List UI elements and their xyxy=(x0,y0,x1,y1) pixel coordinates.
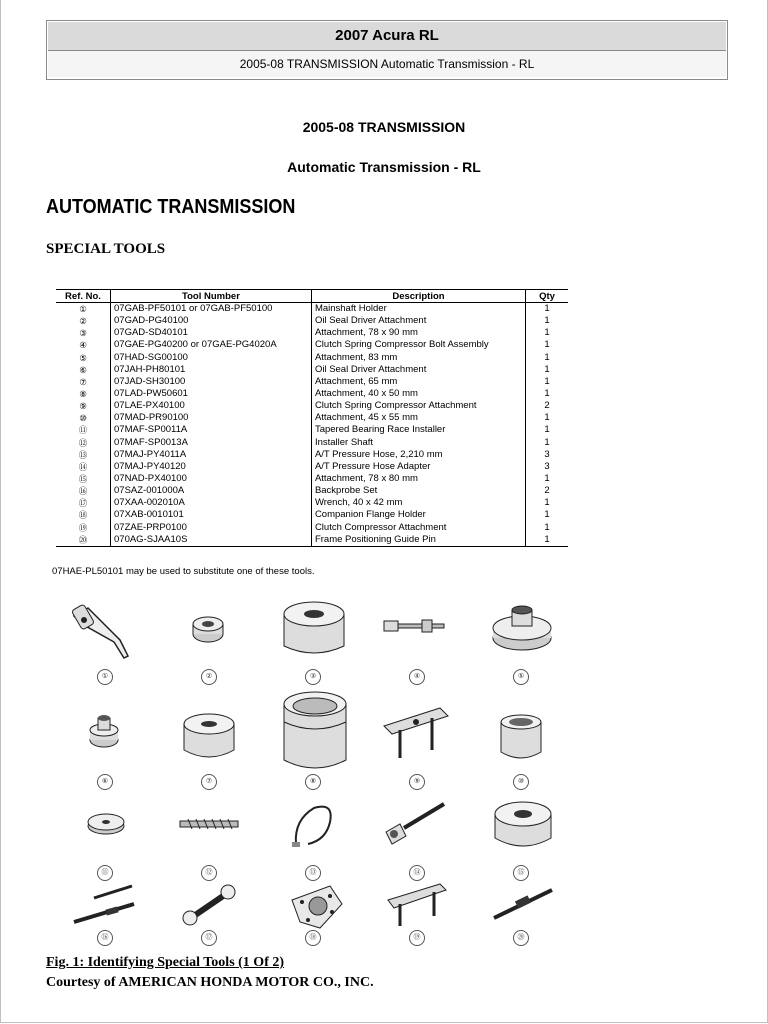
tool-number-label: ⑥ xyxy=(97,774,113,790)
tool-qty: 2 xyxy=(526,400,569,412)
tool-number: 07JAD-SH30100 xyxy=(111,376,312,388)
tool-description: Clutch Compressor Attachment xyxy=(311,522,525,534)
ref-number: ⑤ xyxy=(79,352,87,363)
col-header: Qty xyxy=(526,290,569,303)
section-subtitle: Automatic Transmission - RL xyxy=(287,159,481,175)
attachment-78x80-icon xyxy=(492,798,554,854)
table-row xyxy=(56,303,568,316)
ref-number: ⑧ xyxy=(79,389,87,400)
tool-number-label: ⑫ xyxy=(201,865,217,881)
tool-qty: 1 xyxy=(526,327,569,339)
ref-number: ⑨ xyxy=(79,401,87,412)
ref-number: ⑳ xyxy=(56,534,111,547)
ref-number: ⑥ xyxy=(79,364,87,375)
table-row xyxy=(56,400,568,412)
tool-qty: 1 xyxy=(526,534,569,547)
tool-number: 07SAZ-001000A xyxy=(111,485,312,497)
tool-description: Wrench, 40 x 42 mm xyxy=(311,497,525,509)
tool-number: 07LAD-PW50601 xyxy=(111,388,312,400)
page-heading: AUTOMATIC TRANSMISSION xyxy=(46,196,296,218)
table-row xyxy=(56,437,568,449)
tool-number-label: ① xyxy=(97,669,113,685)
tool-description: Companion Flange Holder xyxy=(311,509,525,521)
ref-number: ③ xyxy=(79,328,87,339)
tool-number-label: ⑭ xyxy=(409,865,425,881)
tool-qty: 1 xyxy=(526,364,569,376)
ref-number: ⑩ xyxy=(79,413,87,424)
tool-number-label: ② xyxy=(201,669,217,685)
tool-description: Frame Positioning Guide Pin xyxy=(311,534,525,547)
tool-number: 07MAF-SP0011A xyxy=(111,424,312,436)
mainshaft-holder-icon xyxy=(66,598,140,660)
tool-description: Installer Shaft xyxy=(311,437,525,449)
installer-shaft-icon xyxy=(178,815,240,833)
header-subtitle: 2005-08 TRANSMISSION Automatic Transmission - RL xyxy=(48,51,726,77)
tool-number-label: ⑮ xyxy=(513,865,529,881)
tool-description: Attachment, 45 x 55 mm xyxy=(311,412,525,424)
tool-number-label: ⑳ xyxy=(513,930,529,946)
table-row xyxy=(56,424,568,436)
tool-number-label: ③ xyxy=(305,669,321,685)
attachment-40x50-icon xyxy=(280,688,350,774)
tool-number-label: ⑬ xyxy=(305,865,321,881)
tool-description: Tapered Bearing Race Installer xyxy=(311,424,525,436)
table-row xyxy=(56,522,568,534)
tool-description: Attachment, 83 mm xyxy=(311,352,525,364)
tool-number-label: ⑨ xyxy=(409,774,425,790)
table-row xyxy=(56,534,568,547)
bearing-race-installer-icon xyxy=(86,810,126,838)
tool-number: 07MAD-PR90100 xyxy=(111,412,312,424)
backprobe-set-icon xyxy=(70,882,140,928)
tool-qty: 1 xyxy=(526,339,569,351)
tool-number-label: ⑲ xyxy=(409,930,425,946)
tool-number: 07GAE-PG40200 or 07GAE-PG4020A xyxy=(111,339,312,351)
attachment-45x55-icon xyxy=(498,712,544,762)
tool-number-label: ⑦ xyxy=(201,774,217,790)
tool-number: 07HAD-SG00100 xyxy=(111,352,312,364)
tool-description: Mainshaft Holder xyxy=(311,303,525,316)
tool-qty: 1 xyxy=(526,522,569,534)
tool-number-label: ⑪ xyxy=(97,865,113,881)
ref-number: ⑭ xyxy=(78,461,88,472)
tool-number: 07XAB-0010101 xyxy=(111,509,312,521)
tool-number: 07MAJ-PY4011A xyxy=(111,449,312,461)
table-row xyxy=(56,376,568,388)
tool-number: 07JAH-PH80101 xyxy=(111,364,312,376)
table-row xyxy=(56,327,568,339)
tool-number: 07GAB-PF50101 or 07GAB-PF50100 xyxy=(111,303,312,316)
document-header xyxy=(46,20,728,80)
tool-description: Backprobe Set xyxy=(311,485,525,497)
col-header: Description xyxy=(311,290,525,303)
tool-qty: 1 xyxy=(526,473,569,485)
clutch-compressor-attachment-icon xyxy=(384,880,450,930)
table-row xyxy=(56,473,568,485)
tool-description: Clutch Spring Compressor Attachment xyxy=(311,400,525,412)
tool-number-label: ⑯ xyxy=(97,930,113,946)
table-header-row xyxy=(56,290,568,303)
subheading: SPECIAL TOOLS xyxy=(46,241,166,257)
tool-number-label: ⑰ xyxy=(201,930,217,946)
tool-number: 07GAD-PG40100 xyxy=(111,315,312,327)
tool-number-label: ⑩ xyxy=(513,774,529,790)
tool-qty: 3 xyxy=(526,461,569,473)
tool-number: 07MAJ-PY40120 xyxy=(111,461,312,473)
tool-description: Attachment, 65 mm xyxy=(311,376,525,388)
tool-number-label: ⑧ xyxy=(305,774,321,790)
col-header: Tool Number xyxy=(111,290,312,303)
table-row xyxy=(56,461,568,473)
ref-number: ① xyxy=(79,304,87,315)
table-row xyxy=(56,352,568,364)
wrench-icon xyxy=(182,884,238,926)
tool-qty: 1 xyxy=(526,376,569,388)
header-title: 2007 Acura RL xyxy=(48,22,726,51)
ref-number: ⑲ xyxy=(78,522,88,533)
tool-description: Attachment, 78 x 80 mm xyxy=(311,473,525,485)
ref-number: ⑰ xyxy=(78,498,88,509)
tool-qty: 1 xyxy=(526,412,569,424)
tool-qty: 1 xyxy=(526,315,569,327)
attachment-65mm-icon xyxy=(180,708,238,764)
figure-courtesy: Courtesy of AMERICAN HONDA MOTOR CO., INC. xyxy=(46,975,374,990)
ref-number: ④ xyxy=(79,340,87,351)
tool-qty: 1 xyxy=(526,388,569,400)
tool-qty: 1 xyxy=(526,303,569,316)
tool-number: 07MAF-SP0013A xyxy=(111,437,312,449)
special-tools-table xyxy=(56,289,568,547)
table-row xyxy=(56,339,568,351)
attachment-83mm-icon xyxy=(490,602,554,654)
tool-qty: 1 xyxy=(526,497,569,509)
section-title: 2005-08 TRANSMISSION xyxy=(302,119,466,135)
tool-description: Clutch Spring Compressor Bolt Assembly xyxy=(311,339,525,351)
attachment-78x90-icon xyxy=(280,598,348,662)
tool-description: Attachment, 78 x 90 mm xyxy=(311,327,525,339)
compressor-bolt-icon xyxy=(382,618,450,636)
figure-caption: Fig. 1: Identifying Special Tools (1 Of 2) xyxy=(46,955,285,970)
ref-number: ⑮ xyxy=(78,474,88,485)
tool-qty: 1 xyxy=(526,437,569,449)
ref-number: ⑦ xyxy=(79,376,87,387)
tool-description: Attachment, 40 x 50 mm xyxy=(311,388,525,400)
oil-seal-driver-icon xyxy=(190,612,226,646)
table-row xyxy=(56,315,568,327)
tool-number: 07XAA-002010A xyxy=(111,497,312,509)
ref-number: ⑫ xyxy=(78,437,88,448)
table-row xyxy=(56,412,568,424)
ref-number: ⑱ xyxy=(78,510,88,521)
table-row xyxy=(56,497,568,509)
tool-number-label: ⑤ xyxy=(513,669,529,685)
ref-number: ② xyxy=(79,316,87,327)
col-header: Ref. No. xyxy=(56,290,111,303)
tool-qty: 1 xyxy=(526,509,569,521)
ref-number: ⑯ xyxy=(78,486,88,497)
clutch-spring-compressor-icon xyxy=(380,704,452,762)
tool-number: 07GAD-SD40101 xyxy=(111,327,312,339)
tool-qty: 1 xyxy=(526,424,569,436)
table-row xyxy=(56,485,568,497)
table-footnote: 07HAE-PL50101 may be used to substitute one of these tools. xyxy=(52,566,315,577)
tool-qty: 1 xyxy=(526,352,569,364)
companion-flange-holder-icon xyxy=(286,882,346,934)
hose-adapter-icon xyxy=(384,798,448,848)
table-row xyxy=(56,449,568,461)
tool-description: Oil Seal Driver Attachment xyxy=(311,315,525,327)
ref-number: ⑬ xyxy=(78,449,88,460)
oil-seal-driver-small-icon xyxy=(88,712,120,750)
guide-pin-icon xyxy=(490,886,556,922)
ref-number: ⑪ xyxy=(78,425,88,436)
tool-number: 07NAD-PX40100 xyxy=(111,473,312,485)
table-row xyxy=(56,364,568,376)
tool-number: 07LAE-PX40100 xyxy=(111,400,312,412)
table-row xyxy=(56,388,568,400)
tool-description: Oil Seal Driver Attachment xyxy=(311,364,525,376)
tool-description: A/T Pressure Hose, 2,210 mm xyxy=(311,449,525,461)
tool-number: 070AG-SJAA10S xyxy=(111,534,312,547)
tool-number-label: ④ xyxy=(409,669,425,685)
pressure-hose-icon xyxy=(290,800,338,850)
tool-number: 07ZAE-PRP0100 xyxy=(111,522,312,534)
tool-description: A/T Pressure Hose Adapter xyxy=(311,461,525,473)
tool-qty: 3 xyxy=(526,449,569,461)
table-row xyxy=(56,509,568,521)
tool-qty: 2 xyxy=(526,485,569,497)
tool-number-label: ⑱ xyxy=(305,930,321,946)
